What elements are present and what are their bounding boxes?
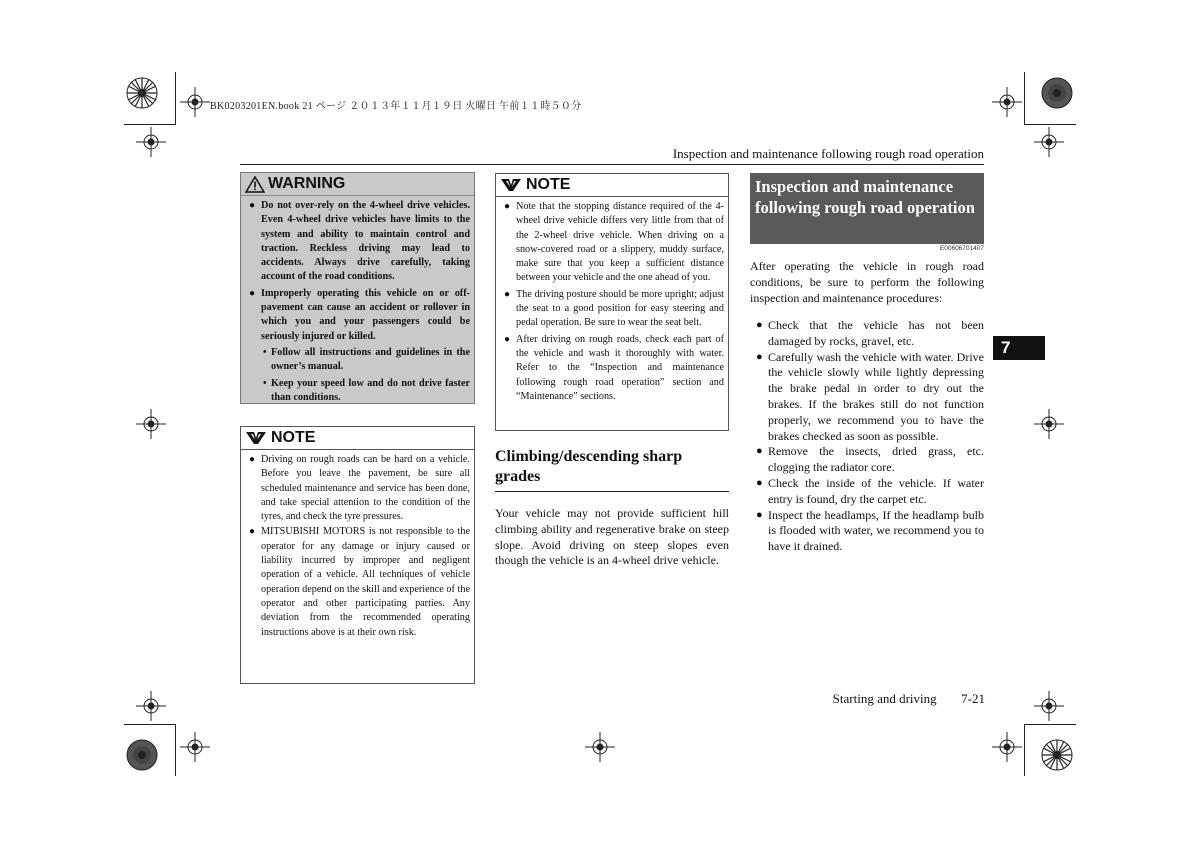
header-rule bbox=[240, 164, 984, 165]
registration-mark-icon bbox=[180, 87, 210, 117]
registration-mark-icon bbox=[1034, 127, 1064, 157]
note-hand-icon bbox=[500, 177, 522, 193]
trim-mark bbox=[1024, 724, 1025, 776]
list-item: ● Remove the insects, dried grass, etc. clogging the radiator core. bbox=[756, 444, 984, 475]
list-item: ● Carefully wash the vehicle with water. Drive the vehicle slowly while lightly depressing the brake pedal in order to dry out the brakes. If the brakes still do not function properly, we recommend you to have the brakes checked as soon as possible. bbox=[756, 349, 984, 443]
note-body bbox=[241, 450, 474, 640]
registration-mark-icon bbox=[136, 409, 166, 439]
note-item: ● Note that the stopping distance required of the 4-wheel drive vehicle differs very little from that of the 2-wheel drive vehicle. When driving on a snow-covered road or a slippery, muddy surface, make sure that you keep a sufficient distance between your vehicle and the one ahead of you. bbox=[504, 201, 724, 284]
trim-mark bbox=[1024, 72, 1025, 124]
climbing-paragraph: Your vehicle may not provide sufficient hill climbing ability and regenerative brake on steep slope. Avoid driving on steep slopes even though the vehicle is an 4-wheel drive vehicle. bbox=[495, 506, 729, 568]
warning-header bbox=[241, 173, 474, 196]
registration-mark-icon bbox=[1034, 409, 1064, 439]
warning-item: ● Do not over-rely on the 4-wheel drive vehicles. Even 4-wheel drive vehicles have limits to the system and ability to maintain control and traction. Reckless driving may lead to accidents. Always drive carefully, taking account of the road conditions. bbox=[249, 200, 470, 283]
list-item: ● Check the inside of the vehicle. If water entry is found, dry the carpet etc. bbox=[756, 475, 984, 506]
registration-mark-icon bbox=[992, 732, 1022, 762]
note-header bbox=[241, 427, 474, 450]
registration-mark-icon bbox=[1034, 691, 1064, 721]
color-target-icon bbox=[1040, 738, 1074, 772]
note-box bbox=[240, 426, 475, 684]
registration-mark-icon bbox=[180, 732, 210, 762]
inspection-intro: After operating the vehicle in rough road conditions, be sure to perform the following inspection and maintenance procedures: bbox=[750, 259, 984, 305]
warning-subitem: • Follow all instructions and guidelines in the owner’s manual. bbox=[263, 346, 470, 373]
note-item: ● After driving on rough roads, check each part of the vehicle and wash it thoroughly with water. Refer to the “Inspection and maintenance following rough road operation” section and “Maintenance” sections. bbox=[504, 333, 724, 402]
note-body bbox=[496, 197, 728, 404]
section-heading-inspection: Inspection and maintenance following rough road operation bbox=[750, 173, 984, 244]
trim-mark bbox=[1024, 724, 1076, 725]
note-item: ● The driving posture should be more upright; adjust the seat to a good position for easy steering and pedal operation. Be sure to wear the seat belt. bbox=[504, 288, 724, 329]
footer-section: Starting and driving bbox=[832, 691, 937, 706]
trim-mark bbox=[175, 724, 176, 776]
list-item: ● Inspect the headlamps, If the headlamp bulb is flooded with water, we recommend you to have it drained. bbox=[756, 507, 984, 554]
color-target-icon bbox=[125, 76, 159, 110]
trim-mark bbox=[124, 124, 176, 125]
page-footer bbox=[780, 691, 985, 707]
registration-mark-icon bbox=[136, 691, 166, 721]
registration-mark-icon bbox=[585, 732, 615, 762]
note-box bbox=[495, 173, 729, 431]
chapter-tab[interactable]: 7 bbox=[993, 336, 1045, 360]
note-item: ● MITSUBISHI MOTORS is not responsible to the operator for any damage or injury caused or liability incurred by improper and negligent operation of a vehicle. All techniques of vehicle operation depend on the skill and experience of the operator and other participating parties. Any deviation from the recommended operating instructions above is at their own risk. bbox=[249, 526, 470, 638]
section-title-climbing: Climbing/descending sharp grades bbox=[495, 448, 683, 485]
color-target-icon bbox=[1040, 76, 1074, 110]
color-target-icon bbox=[125, 738, 159, 772]
note-hand-icon bbox=[245, 430, 267, 446]
section-rule bbox=[495, 491, 729, 492]
running-header: Inspection and maintenance following rough road operation bbox=[672, 146, 984, 161]
note-item: ● Driving on rough roads can be hard on a vehicle. Before you leave the pavement, be sure all scheduled maintenance and service has been done, and take special attention to the condition of the tyres, and check the tyre pressures. bbox=[249, 454, 470, 523]
list-item: ● Check that the vehicle has not been damaged by rocks, gravel, etc. bbox=[756, 318, 984, 348]
print-slug: BK0203201EN.book 21 ページ ２０１３年１１月１９日 火曜日 午前１１時５０分 bbox=[210, 101, 582, 112]
note-header bbox=[496, 174, 728, 197]
registration-mark-icon bbox=[992, 87, 1022, 117]
trim-mark bbox=[175, 72, 176, 124]
note-title: NOTE bbox=[526, 176, 571, 193]
warning-body bbox=[241, 196, 474, 405]
page-number: 7-21 bbox=[961, 691, 985, 706]
warning-title: WARNING bbox=[268, 175, 346, 192]
trim-mark bbox=[1024, 124, 1076, 125]
inspection-list bbox=[756, 318, 984, 555]
warning-subitem: • Keep your speed low and do not drive faster than conditions. bbox=[263, 377, 470, 403]
document-code: E00606701407 bbox=[939, 245, 984, 252]
trim-mark bbox=[124, 724, 176, 725]
warning-triangle-icon bbox=[245, 176, 265, 193]
warning-item: ● Improperly operating this vehicle on or off-pavement can cause an accident or rollover in which you and your passengers could be seriously injured or killed. • Follow all instructions and guidelines in the owner’s manual. • Keep your speed low and do not drive faster than conditions. bbox=[249, 287, 470, 405]
warning-box bbox=[240, 172, 475, 404]
note-title: NOTE bbox=[271, 429, 316, 446]
registration-mark-icon bbox=[136, 127, 166, 157]
